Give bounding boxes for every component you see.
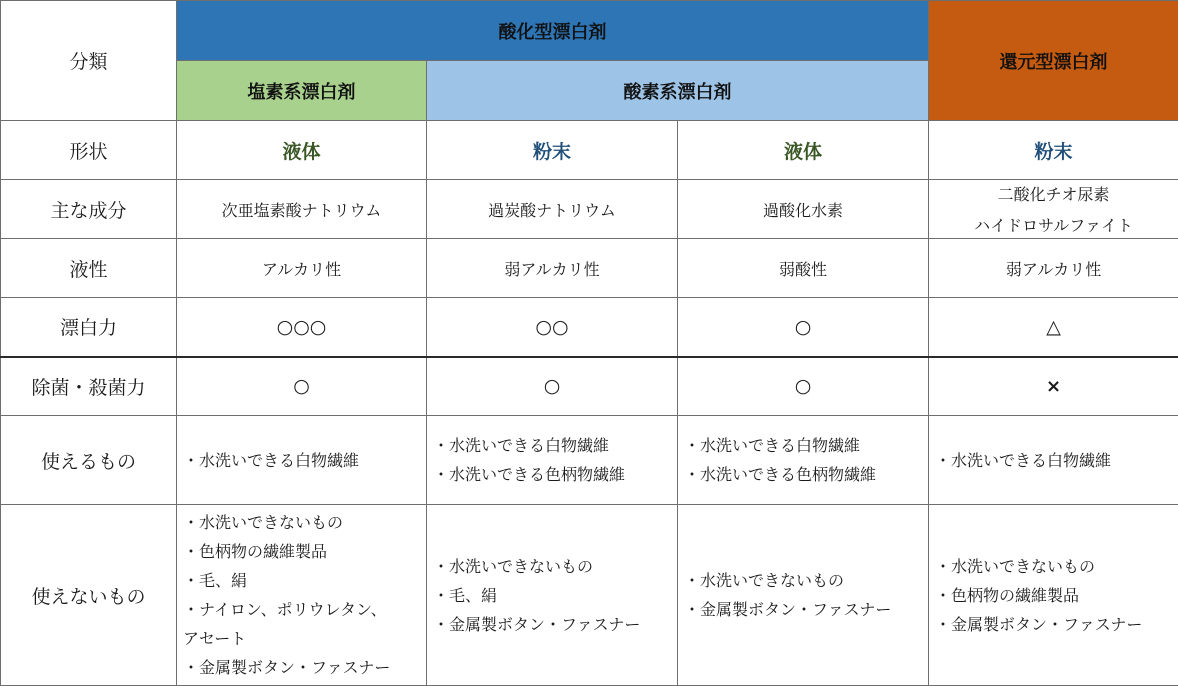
ph-row	[1, 239, 1178, 298]
list-item: ・ナイロン、ポリウレタン、	[183, 595, 387, 624]
list-item: ・色柄物の繊維製品	[935, 581, 1079, 610]
unusable-row	[1, 505, 1178, 686]
sterilizing-oxygen-powder: ○	[427, 357, 678, 416]
form-oxygen-liquid: 液体	[678, 121, 929, 180]
oxygen-header: 酸素系漂白剤	[427, 61, 929, 121]
sterilizing-oxygen-liquid: ○	[678, 357, 929, 416]
header-row-top	[1, 1, 1178, 61]
category-label: 分類	[1, 1, 177, 121]
form-chlorine: 液体	[177, 121, 427, 180]
sterilizing-reducing: ×	[929, 357, 1178, 416]
sterilizing-row	[1, 357, 1178, 416]
ph-reducing: 弱アルカリ性	[929, 239, 1178, 298]
ingredient-reducing	[929, 180, 1178, 239]
ingredient-reducing-line: 二酸化チオ尿素	[998, 182, 1110, 205]
ingredient-oxygen-liquid: 過酸化水素	[678, 180, 929, 239]
usable-chlorine	[177, 416, 427, 505]
bleaching-oxygen-liquid: ○	[678, 298, 929, 357]
unusable-oxygen-powder	[427, 505, 678, 686]
sterilizing-chlorine: ○	[177, 357, 427, 416]
ph-chlorine: アルカリ性	[177, 239, 427, 298]
ingredient-row	[1, 180, 1178, 239]
usable-row	[1, 416, 1178, 505]
list-item: ・水洗いできないもの	[433, 552, 593, 581]
list-item: ・毛、絹	[433, 581, 497, 610]
sterilizing-label: 除菌・殺菌力	[1, 357, 177, 416]
list-item: ・金属製ボタン・ファスナー	[684, 595, 891, 624]
list-item: ・毛、絹	[183, 566, 247, 595]
list-item: ・水洗いできる白物繊維	[183, 446, 359, 475]
list-item: ・金属製ボタン・ファスナー	[935, 610, 1142, 639]
oxidizing-header: 酸化型漂白剤	[177, 1, 929, 61]
bleaching-oxygen-powder: ○○	[427, 298, 678, 357]
ingredient-oxygen-powder: 過炭酸ナトリウム	[427, 180, 678, 239]
ph-label: 液性	[1, 239, 177, 298]
chlorine-header: 塩素系漂白剤	[177, 61, 427, 121]
list-item: ・水洗いできる色柄物繊維	[684, 460, 876, 489]
list-item: ・水洗いできないもの	[684, 566, 844, 595]
usable-reducing	[929, 416, 1178, 505]
list-item: ・色柄物の繊維製品	[183, 537, 327, 566]
usable-oxygen-liquid	[678, 416, 929, 505]
list-item: ・水洗いできる白物繊維	[684, 431, 860, 460]
bleaching-reducing: △	[929, 298, 1178, 357]
ph-oxygen-powder: 弱アルカリ性	[427, 239, 678, 298]
list-item: ・水洗いできる白物繊維	[433, 431, 609, 460]
list-item: アセート	[183, 624, 246, 653]
list-item: ・水洗いできないもの	[935, 552, 1095, 581]
ingredient-reducing-line: ハイドロサルファイト	[974, 213, 1133, 236]
form-reducing: 粉末	[929, 121, 1178, 180]
bleaching-row	[1, 298, 1178, 357]
ingredient-chlorine: 次亜塩素酸ナトリウム	[177, 180, 427, 239]
reducing-header: 還元型漂白剤	[929, 1, 1178, 121]
unusable-oxygen-liquid	[678, 505, 929, 686]
list-item: ・水洗いできる色柄物繊維	[433, 460, 625, 489]
list-item: ・水洗いできる白物繊維	[935, 446, 1111, 475]
unusable-reducing	[929, 505, 1178, 686]
form-oxygen-powder: 粉末	[427, 121, 678, 180]
list-item: ・金属製ボタン・ファスナー	[433, 610, 640, 639]
list-item: ・水洗いできないもの	[183, 508, 343, 537]
list-item: ・金属製ボタン・ファスナー	[183, 653, 390, 682]
usable-oxygen-powder	[427, 416, 678, 505]
ingredient-label: 主な成分	[1, 180, 177, 239]
bleaching-chlorine: ○○○	[177, 298, 427, 357]
form-row	[1, 121, 1178, 180]
unusable-chlorine	[177, 505, 427, 686]
usable-label: 使えるもの	[1, 416, 177, 505]
unusable-label: 使えないもの	[1, 505, 177, 686]
bleaching-label: 漂白力	[1, 298, 177, 357]
ph-oxygen-liquid: 弱酸性	[678, 239, 929, 298]
form-label: 形状	[1, 121, 177, 180]
